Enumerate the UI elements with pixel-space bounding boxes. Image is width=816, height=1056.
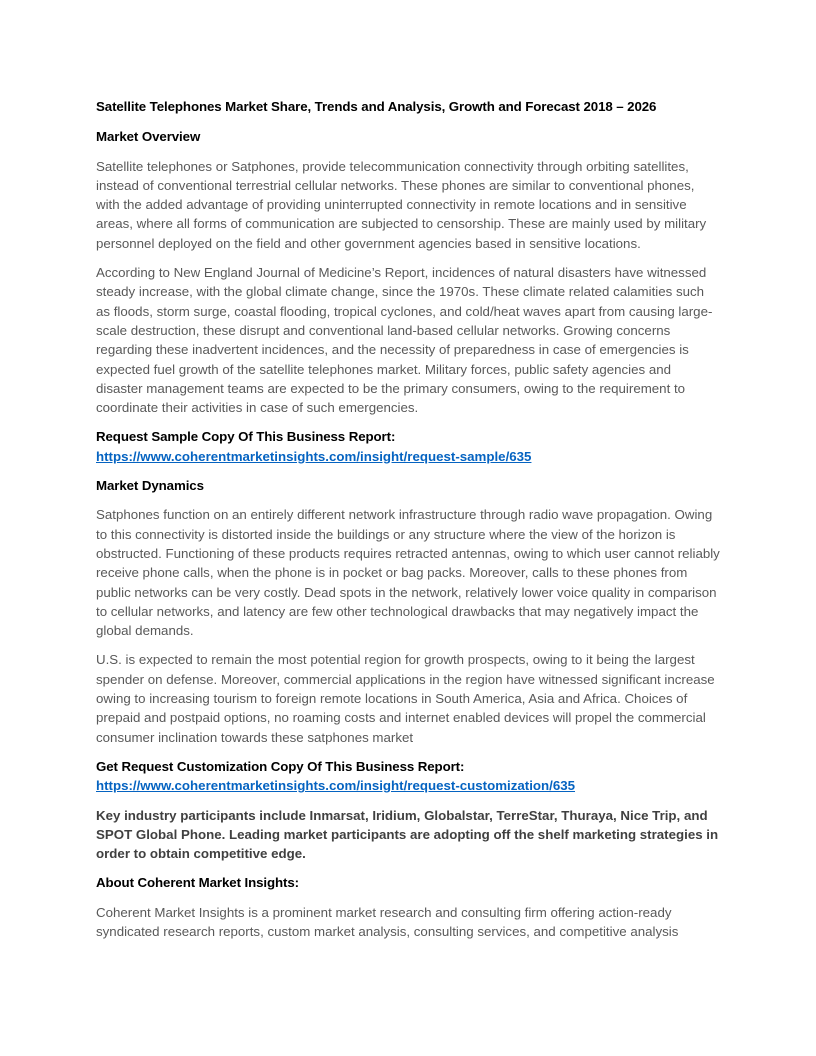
dynamics-paragraph-2: U.S. is expected to remain the most potential region for growth prospects, owing to it being the largest spender on defense. Moreover, commercial applications in the region have witnessed significant increase owing to increasing tourism to foreign remote locations in South America, Asia and Africa. Choices of prepaid and postpaid options, no roaming costs and internet enabled devices will propel the commercial consumer inclination towards these satphones market [96,652,715,745]
overview-paragraph-2: According to New England Journal of Medicine’s Report, incidences of natural disasters have witnessed steady increase, with the global climate change, since the 1970s. These climate related calamities such as floods, storm surge, coastal flooding, tropical cyclones, and cold/heat waves apart from causing large-scale destruction, these disrupt and conventional land-based cellular networks. Growing concerns regarding these inadvertent incidences, and the necessity of preparedness in case of emergencies is expected fuel growth of the satellite telephones market. Military forces, public safety agencies and disaster management teams are expected to be the primary consumers, owing to the requirement to coordinate their activities in case of such emergencies. [96,265,713,416]
request-sample-block [96,427,720,466]
key-participants-paragraph: Key industry participants include Inmarsat, Iridium, Globalstar, TerreStar, Thuraya, Nice Trip, and SPOT Global Phone. Leading market participants are adopting off the shelf marketing strategies in order to obtain competitive edge. [96,807,719,862]
request-sample-link[interactable]: https://www.coherentmarketinsights.com/insight/request-sample/635 [96,448,532,464]
document-page [96,97,720,951]
market-overview-heading: Market Overview [96,129,201,145]
dynamics-paragraph-1: Satphones function on an entirely different network infrastructure through radio wave propagation. Owing to this connectivity is distorted inside the buildings or any structure where the view of the horizon is obstructed. Functioning of these products requires retracted antennas, owing to which user cannot reliably receive phone calls, when the phone is in pocket or bag packs. Moreover, calls to these phones from public networks can be very costly. Dead spots in the network, relatively lower voice quality in comparison to cellular networks, and latency are few other technological drawbacks that may negatively impact the global demands. [96,507,720,639]
request-sample-label: Request Sample Copy Of This Business Report: [96,429,396,445]
request-customization-link[interactable]: https://www.coherentmarketinsights.com/insight/request-customization/635 [96,778,576,794]
request-customization-block [96,757,720,796]
request-customization-label: Get Request Customization Copy Of This Business Report: [96,758,465,774]
about-heading: About Coherent Market Insights: [96,875,300,891]
market-dynamics-heading: Market Dynamics [96,478,204,494]
overview-paragraph-1: Satellite telephones or Satphones, provide telecommunication connectivity through orbiting satellites, instead of conventional terrestrial cellular networks. These phones are similar to conventional phones, with the added advantage of providing uninterrupted connectivity in remote locations and in sensitive areas, where all forms of communication are subjected to censorship. These are mainly used by military personnel deployed on the field and other government agencies based in sensitive locations. [96,158,707,251]
about-paragraph: Coherent Market Insights is a prominent market research and consulting firm offering action-ready syndicated research reports, custom market analysis, consulting services, and competitive analysis [96,904,679,939]
document-title: Satellite Telephones Market Share, Trends and Analysis, Growth and Forecast 2018 – 2026 [96,99,657,114]
